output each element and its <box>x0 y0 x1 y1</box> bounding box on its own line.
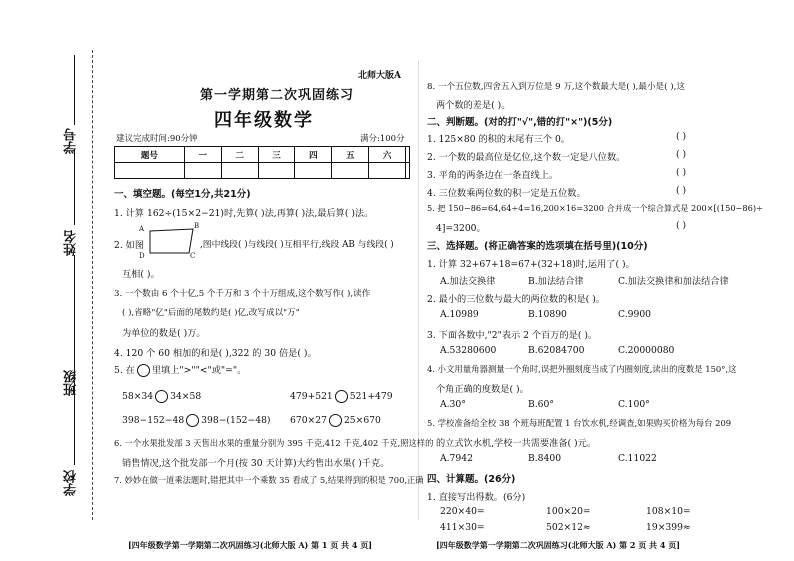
compare-circle-icon[interactable] <box>335 390 348 403</box>
choice-1: 1. 计算 32+67+18=67+(32+18)时,运用了( )。 <box>427 259 635 270</box>
choice-4-option-b[interactable]: B.60° <box>528 399 554 410</box>
score-cell[interactable] <box>115 163 185 179</box>
judge-3-mark[interactable]: ( ) <box>676 167 687 178</box>
question-6-line1: 6. 一个水果批发部 3 天售出水果的重量分别为 395 千克,412 千克,402 千克,照这样的 <box>114 438 434 448</box>
compare-right: 25×670 <box>343 415 381 426</box>
question-4: 4. 120 个 60 相加的和是( ),322 的 30 倍是( )。 <box>114 348 317 359</box>
score-cell[interactable] <box>406 163 410 179</box>
compare-left: 58×34 <box>122 391 154 402</box>
question-8-line1: 8. 一个五位数,四舍五入到万位是 9 万,这个数最大是( ),最小是( ),这 <box>427 82 685 92</box>
name-line <box>74 150 75 225</box>
score-cell[interactable] <box>221 163 258 179</box>
compare-item-2 <box>290 390 393 403</box>
choice-5-option-a[interactable]: A.7942 <box>440 453 473 464</box>
question-5-lead: 5. 在 <box>114 365 135 376</box>
judge-1: 1. 125×80 的积的末尾有三个 0。 <box>427 134 570 145</box>
class-label: 班级 <box>64 370 79 396</box>
cut-line <box>92 50 93 520</box>
calc-item: 108×10= <box>646 506 691 517</box>
question-5-tail: 里填上">""<"或"="。 <box>151 365 247 376</box>
class-line <box>74 255 75 365</box>
binding-margin <box>0 0 100 561</box>
choice-2: 2. 最小的三位数与最大的两位数的积是( )。 <box>427 294 605 305</box>
compare-item-3 <box>122 414 271 427</box>
score-table-header-row <box>115 147 410 163</box>
choice-4-line2: 个角正确的度数是( )。 <box>436 384 529 395</box>
figure-label-c: C <box>190 252 196 260</box>
question-6-line2: 销售情况,这个批发部一个月(按 30 天计算)大约售出水果( )千克。 <box>122 458 390 469</box>
question-3-line3: 为单位的数是( )万。 <box>122 328 206 339</box>
figure-label-a: A <box>139 225 145 233</box>
calc-question-1: 1. 直接写出得数。(6分) <box>427 492 526 503</box>
choice-4-option-c[interactable]: C.100° <box>618 399 650 410</box>
judge-4: 4. 三位数乘两位数的积一定是五位数。 <box>427 188 586 199</box>
calc-item: 100×20= <box>546 506 591 517</box>
time-suggestion: 建议完成时间:90分钟 <box>116 134 198 144</box>
choice-4-option-a[interactable]: A.30° <box>440 399 466 410</box>
score-cell[interactable] <box>258 163 295 179</box>
question-7: 7. 妙妙在做一道乘法题时,错把其中一个乘数 35 看成了 5,结果得到的积是 700,正确 <box>114 475 424 485</box>
judge-3: 3. 平角的两条边在一条直线上。 <box>427 170 559 181</box>
compare-right: 521+479 <box>349 391 393 402</box>
name-label: 姓名 <box>64 230 79 256</box>
section-choice: 三、选择题。(将正确答案的选项填在括号里)(10分) <box>427 241 648 252</box>
figure-label-b: B <box>194 222 200 230</box>
question-5 <box>114 362 246 377</box>
question-2-lead: 2. 如图 <box>114 240 145 251</box>
calc-item: 19×399≈ <box>646 522 691 533</box>
compare-left: 398−152−48 <box>122 415 185 426</box>
question-2-body: ,图中线段( )与线段( )互相平行,线段 AB 与线段( ) <box>200 240 394 250</box>
compare-left: 479+521 <box>290 391 333 402</box>
choice-1-option-a[interactable]: A.加法交换律 <box>440 276 496 287</box>
score-table <box>114 146 410 179</box>
judge-2: 2. 一个数的最高位是亿位,这个数一定是八位数。 <box>427 152 626 163</box>
score-cell[interactable] <box>332 163 369 179</box>
judge-5-line2: 4]=3200。 <box>436 223 486 234</box>
score-header-cell: 三 <box>258 147 295 163</box>
column-divider <box>418 60 419 520</box>
compare-item-4 <box>290 414 381 427</box>
question-3-line2: ( ),省略"亿"后面的尾数约是( )亿,改写成以"万" <box>122 308 300 318</box>
judge-2-mark[interactable]: ( ) <box>676 149 687 160</box>
compare-right: 398−(152−48) <box>201 415 271 426</box>
exam-title: 四年级数学 <box>214 110 314 131</box>
score-header-cell: 一 <box>184 147 221 163</box>
choice-5-option-c[interactable]: C.11022 <box>618 453 657 464</box>
choice-2-option-b[interactable]: B.10890 <box>528 309 567 320</box>
choice-3-option-a[interactable]: A.53280600 <box>440 345 497 356</box>
score-header-cell: 二 <box>221 147 258 163</box>
compare-item-1 <box>122 390 201 403</box>
question-2-end: 互相( )。 <box>122 269 160 280</box>
choice-1-option-c[interactable]: C.加法交换律和加法结合律 <box>618 276 729 287</box>
full-score: 满分:100分 <box>360 134 405 144</box>
choice-4-line1: 4. 小文用量角器测量一个角时,误把外圈刻度当成了内圈刻度,读出的度数是 150°,这 <box>427 364 737 374</box>
compare-right: 34×58 <box>170 391 202 402</box>
section-calculation: 四、计算题。(26分) <box>427 474 516 485</box>
score-cell[interactable] <box>295 163 332 179</box>
figure-label-d: D <box>139 252 145 260</box>
footer-page-2: [四年级数学第一学期第二次巩固练习(北师大版 A) 第 2 页 共 4 页] <box>436 540 680 550</box>
compare-circle-icon[interactable] <box>155 390 168 403</box>
trapezoid-shape <box>150 229 193 253</box>
compare-circle-icon <box>137 364 150 377</box>
choice-1-option-b[interactable]: B.加法结合律 <box>528 276 584 287</box>
score-header-cell: 四 <box>295 147 332 163</box>
choice-2-option-a[interactable]: A.10989 <box>440 309 479 320</box>
footer-page-1: [四年级数学第一学期第二次巩固练习(北师大版 A) 第 1 页 共 4 页] <box>128 540 372 550</box>
question-8-line2: 两个数的差是( )。 <box>436 100 511 111</box>
score-header-cell <box>406 147 410 163</box>
choice-5-line1: 5. 学校准备给全校 38 个班每班配置 1 台饮水机,经调查,如果购买价格为每台 209 <box>427 418 732 428</box>
judge-5-line1: 5. 把 150−86=64,64÷4=16,200×16=3200 合并成一个综合算式是 200×[(150−86)÷ <box>427 203 763 213</box>
choice-5-line2: 的立式饮水机,学校一共需要准备( )元。 <box>436 438 597 449</box>
score-header-cell: 题号 <box>115 147 185 163</box>
question-3-line1: 3. 一个数由 6 个十亿,5 个千万和 3 个十万组成,这个数写作( ),读作 <box>114 289 371 299</box>
choice-3: 3. 下面各数中,"2"表示 2 个百万的是( )。 <box>427 330 598 341</box>
score-header-cell: 六 <box>369 147 406 163</box>
section-fill-blank: 一、填空题。(每空1分,共21分) <box>114 189 251 200</box>
calc-item: 411×30= <box>440 522 485 533</box>
compare-circle-icon[interactable] <box>329 414 342 427</box>
choice-3-option-c[interactable]: C.20000080 <box>618 345 675 356</box>
judge-1-mark[interactable]: ( ) <box>676 131 687 142</box>
score-table-blank-row <box>115 163 410 179</box>
section-true-false: 二、判断题。(对的打"√",错的打"×")(5分) <box>427 117 613 128</box>
school-label: 学校 <box>64 470 79 496</box>
choice-5-option-b[interactable]: B.8400 <box>528 453 562 464</box>
compare-circle-icon[interactable] <box>186 414 199 427</box>
exam-subtitle: 第一学期第二次巩固练习 <box>200 88 355 103</box>
calc-item: 220×40= <box>440 506 485 517</box>
edition-label: 北师大版A <box>358 71 401 81</box>
compare-left: 670×27 <box>290 415 327 426</box>
score-header-cell: 五 <box>332 147 369 163</box>
score-cell[interactable] <box>369 163 406 179</box>
choice-3-option-b[interactable]: B.62084700 <box>528 345 585 356</box>
judge-5-mark[interactable]: ( ) <box>676 220 687 231</box>
score-cell[interactable] <box>184 163 221 179</box>
student-id-label: 学号 <box>64 128 79 154</box>
question-1: 1. 计算 162÷(15×2−21)时,先算( )法,再算( )法,最后算( )法。 <box>114 208 374 219</box>
calc-item: 502×12≈ <box>546 522 591 533</box>
student-id-line <box>74 55 75 125</box>
choice-2-option-c[interactable]: C.9900 <box>618 309 652 320</box>
judge-4-mark[interactable]: ( ) <box>676 185 687 196</box>
